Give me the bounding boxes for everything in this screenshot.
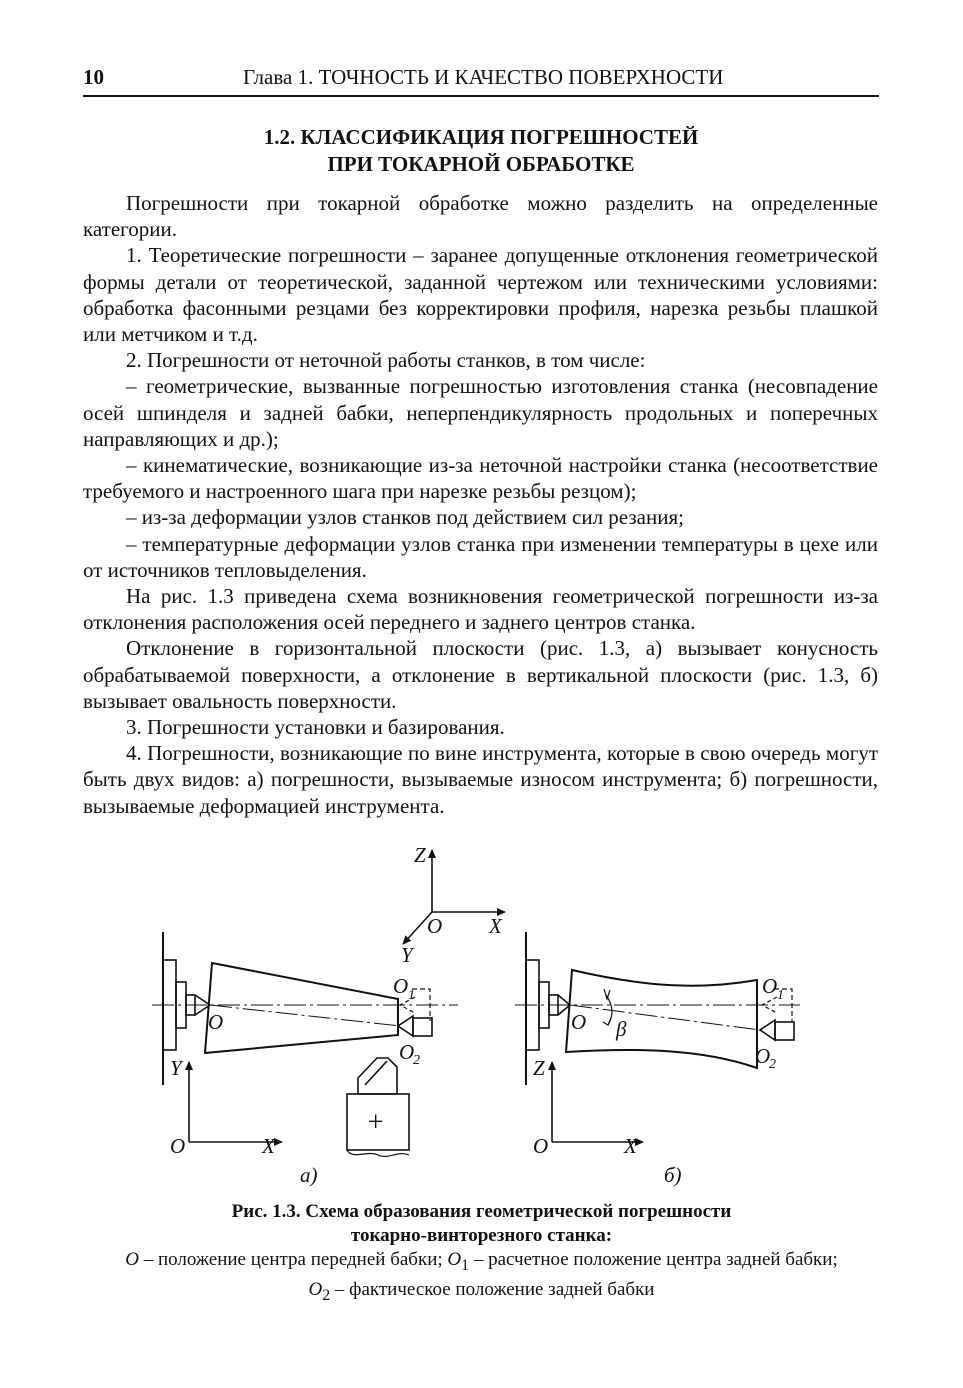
section-title-line2: ПРИ ТОКАРНОЙ ОБРАБОТКЕ	[327, 152, 635, 176]
caption-o-desc: – положение центра передней бабки;	[138, 1249, 448, 1270]
label-o2-a: O	[399, 1040, 415, 1064]
deviated-axis-b	[570, 1005, 760, 1030]
label-o-lower-b: O	[533, 1134, 549, 1158]
label-o-b: O	[571, 1010, 587, 1034]
label-z-b: Z	[533, 1056, 545, 1080]
actual-tailstock-b	[775, 1022, 794, 1040]
label-o1-a: O	[393, 974, 409, 998]
figure-caption	[60, 1200, 903, 1308]
label-o1-sub-a: 1	[408, 988, 415, 1003]
paragraph: – геометрические, вызванные погрешностью изготовления станка (несовпадение осей шпинделя и задней бабки, неперпендикулярность продольных и поперечных направляющих и др.);	[83, 374, 878, 451]
figure-1-3	[140, 838, 830, 1198]
label-o2-sub-b: 2	[769, 1057, 776, 1072]
caption-title-line1: Рис. 1.3. Схема образования геометрической погрешности	[231, 1201, 732, 1222]
caption-o1-sub: 1	[461, 1256, 470, 1274]
paragraph: 3. Погрешности установки и базирования.	[126, 715, 505, 740]
body-text	[83, 190, 878, 819]
page-header	[83, 63, 879, 97]
paragraph: – из-за деформации узлов станков под действием сил резания;	[126, 505, 684, 530]
label-x-b: X	[624, 1134, 637, 1158]
actual-center-a	[398, 1016, 413, 1036]
lathe-diagram	[140, 838, 830, 1198]
subfigure-label-a: а)	[300, 1163, 318, 1187]
cutter-a	[358, 1058, 397, 1094]
label-o-top: O	[427, 914, 443, 938]
subfigure-label-b: б)	[664, 1163, 682, 1187]
paragraph: На рис. 1.3 приведена схема возникновения геометрической погрешности из-за отклонения расположения осей переднего и заднего центров станка.	[83, 584, 878, 635]
label-y-top: Y	[401, 943, 413, 967]
tool-plus-sign: +	[366, 1107, 385, 1138]
caption-o2-desc: – фактическое положение задней бабки	[330, 1278, 655, 1300]
caption-o2-sub: 2	[322, 1286, 331, 1304]
paragraph: 1. Теоретические погрешности – заранее допущенные отклонения геометрической формы детали от теоретической, заданной чертежом или техническими условиями: обработка фасонными резцами без корректировки профиля, нарезка резьбы плашкой или метчиком и т.д.	[83, 243, 878, 347]
beta-arrow-up	[604, 989, 610, 999]
actual-tailstock-a	[413, 1018, 432, 1036]
running-head: Глава 1. ТОЧНОСТЬ И КАЧЕСТВО ПОВЕРХНОСТИ	[243, 65, 724, 89]
caption-o1-symbol: O	[447, 1249, 462, 1270]
caption-title-line2: токарно-винторезного станка:	[350, 1225, 613, 1246]
label-x-a: X	[262, 1134, 275, 1158]
beta-arrow-down	[603, 1018, 611, 1025]
paragraph: Отклонение в горизонтальной плоскости (рис. 1.3, а) вызывает конусность обрабатываемой поверхности, а отклонение в вертикальной плоскости (рис. 1.3, б) вызывает овальность поверхности.	[83, 636, 878, 713]
tool-holder-break-a	[347, 1150, 409, 1156]
caption-o2-symbol: O	[308, 1278, 323, 1300]
paragraph: Погрешности при токарной обработке можно разделить на определенные категории.	[83, 191, 878, 242]
label-o2-sub-a: 2	[413, 1053, 420, 1068]
paragraph: – кинематические, возникающие из-за неточной настройки станка (несоответствие требуемого и настроенного шага при нарезке резьбы резцом);	[83, 453, 878, 504]
paragraph: 4. Погрешности, возникающие по вине инструмента, которые в свою очередь могут быть двух видов: а) погрешности, вызываемые износом инструмента; б) погрешности, вызываемые деформацией инструмента.	[83, 741, 878, 818]
caption-o-symbol: O	[125, 1249, 139, 1270]
caption-o1-desc: – расчетное положение центра задней бабки;	[469, 1249, 838, 1270]
label-o1-sub-b: 1	[777, 988, 784, 1003]
label-x-top: X	[489, 914, 502, 938]
workpiece-b	[566, 970, 757, 1068]
label-o1-b: O	[762, 974, 778, 998]
label-z-top: Z	[414, 843, 426, 867]
cutter-edge-a	[365, 1061, 387, 1085]
label-beta: β	[616, 1017, 627, 1041]
section-title	[83, 124, 879, 178]
label-y-a: Y	[170, 1056, 182, 1080]
section-title-line1: 1.2. КЛАССИФИКАЦИЯ ПОГРЕШНОСТЕЙ	[263, 125, 699, 149]
label-o2-b: O	[755, 1044, 771, 1068]
actual-center-b	[760, 1020, 775, 1040]
deviated-axis-a	[210, 1005, 400, 1026]
paragraph: 2. Погрешности от неточной работы станков, в том числе:	[126, 348, 646, 373]
page-number: 10	[83, 65, 104, 89]
paragraph: – температурные деформации узлов станка при изменении температуры в цехе или от источников тепловыделения.	[83, 531, 878, 582]
caption-legend-line2	[60, 1278, 903, 1308]
workpiece-a	[205, 963, 398, 1053]
label-o-lower-a: O	[170, 1134, 186, 1158]
caption-legend-line1	[60, 1248, 903, 1278]
label-o-a: O	[208, 1010, 224, 1034]
